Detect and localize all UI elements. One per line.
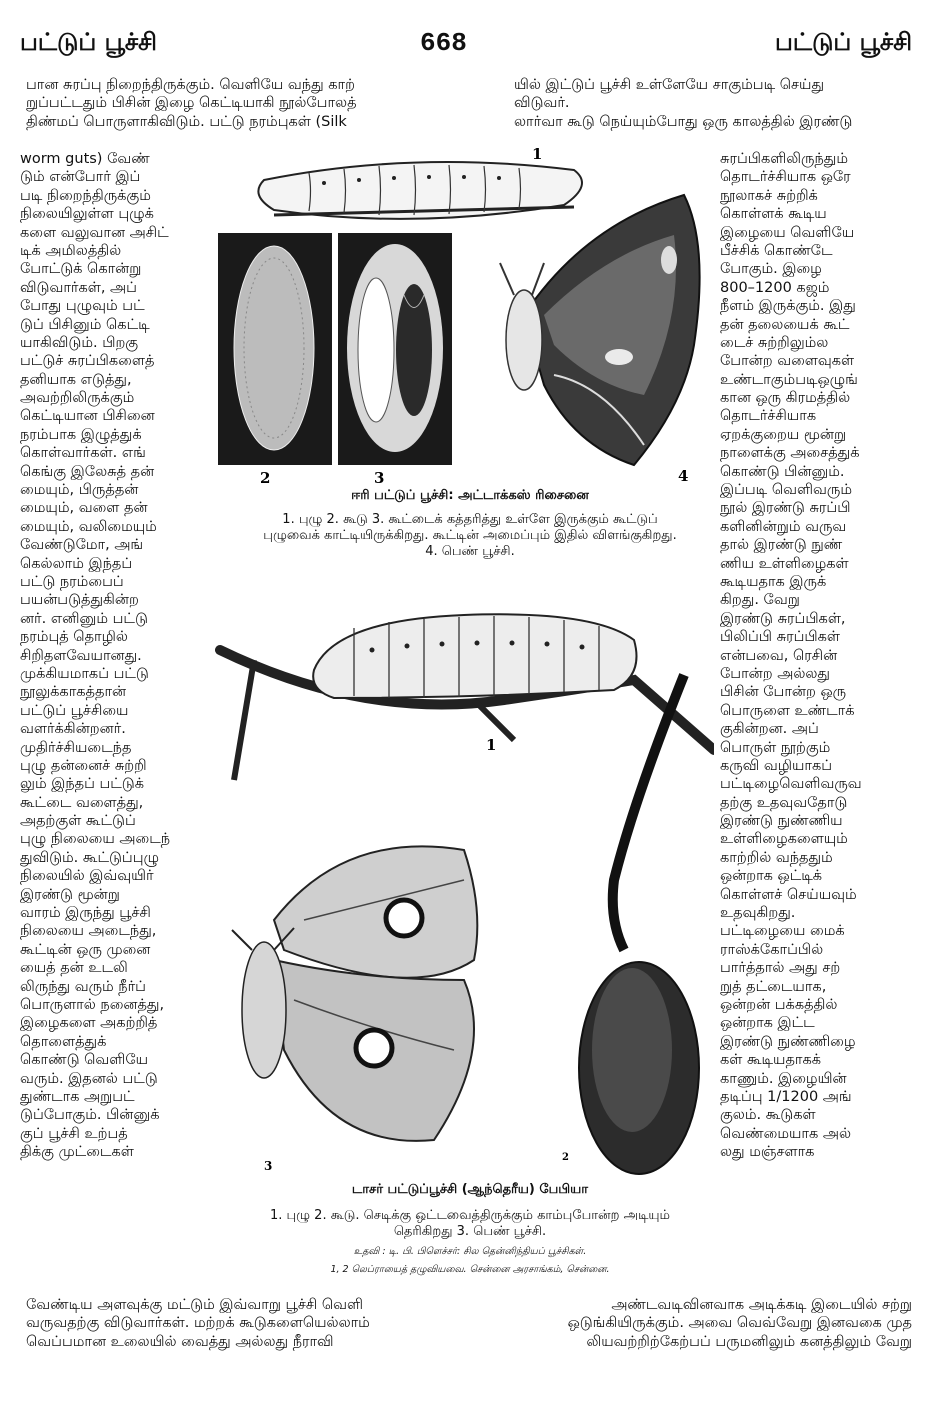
text-line: கெல்லாம் இந்தப் (20, 555, 133, 572)
text-row (26, 1296, 912, 1314)
tasar-caterpillar-drawing (313, 614, 636, 698)
text-line: வேண்டிய அளவுக்கு மட்டும் இவ்வாறு பூச்சி வெளி (26, 1297, 364, 1313)
caterpillar-drawing (258, 162, 582, 219)
text-line: நூலாகச் சுற்றிக் (720, 187, 818, 204)
text-line: காற்றில் வந்ததும் (720, 849, 833, 866)
top-right-text (514, 76, 914, 131)
text-line: றுத் தட்டையாக, (720, 978, 827, 995)
figure-label: 3 (264, 1159, 273, 1173)
text-line: விடுவார்கள், அப் (20, 279, 137, 296)
text-line: கூட்டின் ஒரு முனை (20, 941, 151, 958)
text-line: கொள்ளச் செய்யவும் (720, 886, 857, 903)
text-row (26, 1314, 912, 1332)
text-line: உதவுகிறது. (720, 905, 796, 922)
text-line: மையும், வளை தன் (20, 500, 148, 517)
text-line: பிசின் போன்ற ஒரு (720, 684, 847, 701)
female-moth-drawing (500, 195, 700, 465)
bottom-text (26, 1296, 912, 1351)
text-line: பொருளை உண்டாக் (720, 702, 855, 719)
text-line: பட்டு நரம்பைப் (20, 573, 124, 590)
text-line: தடிப்பு 1/1200 அங் (720, 1088, 852, 1105)
text-line: களினின்றும் வருவ (720, 518, 847, 535)
text-line: கூட்டை வளைத்து, (20, 794, 144, 811)
text-line: என்பவை, ரெசின் (720, 647, 838, 664)
caption-line: தெரிகிறது 3. பெண் பூச்சி. (393, 1224, 547, 1239)
text-line: பீச்சிக் கொண்டே (720, 242, 833, 259)
figure-label: 4 (678, 467, 689, 485)
text-line: மையும், பிருத்தன் (20, 482, 139, 499)
figure2-caption (220, 1208, 720, 1240)
text-line: தன் தலையைக் கூட் (720, 316, 850, 333)
text-line: முக்கியமாகப் பட்டு (20, 665, 149, 682)
text-line: இப்படி வெளிவரும் (720, 482, 853, 499)
text-line: இரண்டு சுரப்பிகள், (720, 610, 846, 627)
text-line: பான சுரப்பு நிறைந்திருக்கும். வெளியே வந்து காற் (26, 77, 355, 93)
text-line: பார்த்தால் அது சற் (720, 960, 841, 977)
text-line: லியவற்றிற்கேற்பப் பருமனிலும் கனத்திலும் வேறு (586, 1333, 912, 1350)
text-line: ஒன்றாக இட்ட (720, 1015, 815, 1032)
text-line: வருவதற்கு விடுவார்கள். மற்றக் கூடுகளையெல்லாம் (26, 1315, 370, 1332)
text-line: குகின்றன. அப் (720, 721, 819, 738)
text-line: ஒடுங்கியிருக்கும். அவை வெவ்வேறு இனவகை முத (567, 1315, 912, 1332)
caption-line: 1. புழு 2. கூடு 3. கூட்டைக் கத்தரித்து உள்ளே இருக்கும் கூட்டுப் (282, 512, 658, 527)
text-line: குப் பூச்சி உற்பத் (20, 1125, 128, 1142)
text-line: பட்டுப் பூச்சியை (20, 702, 129, 719)
figure-label: 2 (562, 1152, 569, 1163)
text-line: வெண்மையாக அல் (720, 1125, 852, 1142)
text-line: பட்டிழையை மைக் (720, 923, 845, 940)
text-line: வளர்க்கின்றனர். (20, 721, 126, 738)
top-left-text (26, 76, 466, 131)
text-line: குலம். கூடுகள் (720, 1107, 816, 1124)
figure-label: 2 (260, 469, 271, 485)
text-line: றுப்பட்டதும் பிசின் இழை கெட்டியாகி நூல்போலத் (26, 95, 357, 112)
text-line: துவிடும். கூட்டுப்புழு (20, 849, 159, 866)
text-line: யாகிவிடும். பிறகு (20, 334, 139, 351)
text-line: வாரம் இருந்து பூச்சி (20, 905, 151, 922)
text-line: நீளம் இருக்கும். இது (720, 298, 856, 315)
text-line: கான ஒரு கிரமத்தில் (720, 390, 851, 407)
text-line: வெப்பமான உலையில் வைத்து அல்லது நீராவி (26, 1333, 334, 1350)
text-line: இழைகளை அகற்றித் (20, 1015, 158, 1032)
text-line: கொள்வார்கள். எங் (20, 445, 146, 462)
left-column-text (20, 150, 210, 1161)
text-line: கொண்டு பின்னும். (720, 463, 845, 480)
text-line: கூடியதாக இருக் (720, 573, 827, 590)
text-line: புழு தன்னைச் சுற்றி (20, 757, 147, 774)
text-line: போகும். இழை (720, 261, 822, 278)
text-line: இழையை வெளியே (720, 224, 855, 241)
text-line: போட்டுக் கொன்று (20, 261, 142, 278)
text-line: களை வலுவான அசிட் (20, 224, 169, 241)
text-line: worm guts) வேண் (20, 151, 150, 167)
header-right-title: பட்டுப் பூச்சி (775, 28, 912, 56)
text-line: விடுவர். (514, 95, 570, 112)
text-line: ணிய உள்ளிழைகள் (720, 555, 849, 572)
text-line: தனியாக எடுத்து, (20, 371, 132, 388)
text-line: தால் இரண்டு நுண் (720, 537, 843, 554)
text-line: ராஸ்க்கோப்பில் (720, 941, 824, 958)
text-line: இரண்டு மூன்று (20, 886, 120, 903)
text-line: பட்டிழைவெளிவருவ (720, 776, 862, 793)
text-line: நரம்புத் தொழில் (20, 629, 128, 646)
text-line: கொண்டு வெளியே (20, 1052, 149, 1069)
text-line: அவற்றிலிருக்கும் (20, 390, 135, 407)
text-line: உண்டாகும்படிஒழுங் (720, 371, 858, 388)
text-line: தொளைத்துக் (20, 1033, 107, 1050)
right-column-text (720, 150, 912, 1161)
figure2-credit-line: 1, 2 லெப்ராயைத் தழுவியவை. சென்னை அரசாங்கம், சென்னை. (330, 1264, 610, 1275)
text-line: ஒன்றன் பக்கத்தில் (720, 996, 838, 1013)
text-line: போது புழுவும் பட் (20, 298, 145, 315)
figure-label: 3 (374, 469, 385, 485)
text-line: டுப் பிசினும் கெட்டி (20, 316, 150, 333)
figure2-title: டாசர் பட்டுப்பூச்சி (ஆந்தெரீய) பேபியா (351, 1182, 589, 1197)
caption-line: 1. புழு 2. கூடு. செடிக்கு ஒட்டவைத்திருக்கும் காம்புபோன்ற அடியும் (269, 1208, 671, 1223)
text-line: பயன்படுத்துகின்ற (20, 592, 139, 609)
text-line: டிக் அமிலத்தில் (20, 242, 122, 259)
text-line: உள்ளிழைகளையும் (720, 831, 848, 848)
figure-eri-illustration (214, 145, 714, 485)
text-line: நிலையிலுள்ள புழுக் (20, 206, 154, 223)
text-line: டைச் சுற்றிலும்ல (720, 334, 829, 351)
text-line: காணும். இழையின் (720, 1070, 847, 1087)
text-line: ஒன்றாக ஒட்டிக் (720, 868, 823, 885)
text-line: பிலிப்பி சுரப்பிகள் (720, 629, 840, 646)
text-line: தொடர்ச்சியாக (720, 408, 817, 425)
text-line: யில் இட்டுப் பூச்சி உள்ளேயே சாகும்படி செய்து (514, 77, 825, 93)
text-line: தொடர்ச்சியாக ஒரே (720, 169, 851, 186)
figure2-credit-line: உதவி : டி. பி. பிளெச்சர்: சில தென்னிந்தியப் பூச்சிகள். (353, 1246, 587, 1257)
text-line: டும் என்போர் இப் (20, 169, 141, 186)
figure-label: 1 (486, 736, 497, 754)
page-number: 668 (420, 28, 467, 58)
text-line: திக்கு முட்டைகள் (20, 1144, 134, 1161)
text-line: கிறது. வேறு (720, 592, 800, 609)
caption-line: புழுவைக் காட்டியிருக்கிறது. கூட்டின் அமைப்பும் இதில் விளங்குகிறது. (263, 528, 677, 543)
text-line: போன்ற அல்லது (720, 665, 830, 682)
text-line: பட்டுச் சுரப்பிகளைத் (20, 353, 155, 370)
text-line: நிலையில் இவ்வுயிர் (20, 868, 154, 885)
text-line: நாளைக்கு அசைத்துக் (720, 445, 860, 462)
text-line: அண்டவடிவினவாக அடிக்கடி இடையில் சற்று (611, 1297, 912, 1313)
figure1-title: ஈரி பட்டுப் பூச்சி: அட்டாக்கஸ் ரிசைனை (351, 488, 589, 503)
text-line: நூலுக்காகத்தான் (20, 684, 127, 701)
header-left-title: பட்டுப் பூச்சி (20, 28, 157, 56)
text-line: முதிர்ச்சியடைந்த (20, 739, 132, 756)
figure-label: 1 (532, 145, 543, 163)
text-line: லார்வா கூடு நெய்யும்போது ஒரு காலத்தில் இரண்டு (514, 113, 853, 130)
text-line: திண்மப் பொருளாகிவிடும். பட்டு நரம்புகள் (Silk (26, 113, 347, 130)
text-line: ஏறக்குறைய மூன்று (720, 426, 847, 443)
text-line: இரண்டு நுண்ணிய (720, 813, 843, 830)
text-line: கள் கூடியதாகக் (720, 1052, 822, 1069)
text-line: நிலையை அடைந்து, (20, 923, 157, 940)
caption-line: 4. பெண் பூச்சி. (425, 544, 515, 559)
text-line: புழு நிலையை அடைந் (20, 831, 171, 848)
cocoon-drawing (234, 246, 314, 450)
text-line: நரம்பாக இழுத்துக் (20, 426, 142, 443)
text-line: லது மஞ்சளாக (720, 1144, 815, 1161)
text-row (26, 1333, 912, 1351)
text-line: பொருளால் நனைத்து, (20, 996, 165, 1013)
text-line: லிருந்து வரும் நீர்ப் (20, 978, 146, 995)
text-line: பொருள் நூற்கும் (720, 739, 831, 756)
text-line: இரண்டு நுண்ணிழை (720, 1033, 856, 1050)
tasar-moth-drawing (232, 846, 477, 1141)
text-line: னர். எனினும் பட்டு (20, 610, 148, 627)
text-line: நூல் இரண்டு சுரப்பி (720, 500, 851, 517)
text-line: கருவி வழியாகப் (720, 757, 833, 774)
figure-tasar-illustration (214, 580, 714, 1180)
figure1-caption (220, 512, 720, 560)
text-line: 800–1200 கஜம் (720, 279, 830, 296)
text-line: வரும். இதனல் பட்டு (20, 1070, 158, 1087)
text-line: கொள்ளக் கூடிய (720, 206, 827, 223)
text-line: லும் இந்தப் பட்டுக் (20, 776, 145, 793)
text-line: கெங்கு இலேசுத் தன் (20, 463, 155, 480)
text-line: மையும், வலிமையும் (20, 518, 157, 535)
text-line: அதற்குள் கூட்டுப் (20, 813, 136, 830)
text-line: வேண்டுமோ, அங் (20, 537, 144, 554)
text-line: சுரப்பிகளிலிருந்தும் (720, 151, 849, 167)
text-line: சிறிதளவேயானது. (20, 647, 142, 664)
text-line: டுப்போகும். பின்னுக் (20, 1107, 160, 1124)
text-line: போன்ற வளைவுகள் (720, 353, 855, 370)
text-line: யைத் தன் உடலி (20, 960, 128, 977)
text-line: தற்கு உதவுவதோடு (720, 794, 848, 811)
text-line: துண்டாக அறுபட் (20, 1088, 135, 1105)
text-line: படி நிறைந்திருக்கும் (20, 187, 151, 204)
text-line: கெட்டியான பிசினை (20, 408, 155, 425)
